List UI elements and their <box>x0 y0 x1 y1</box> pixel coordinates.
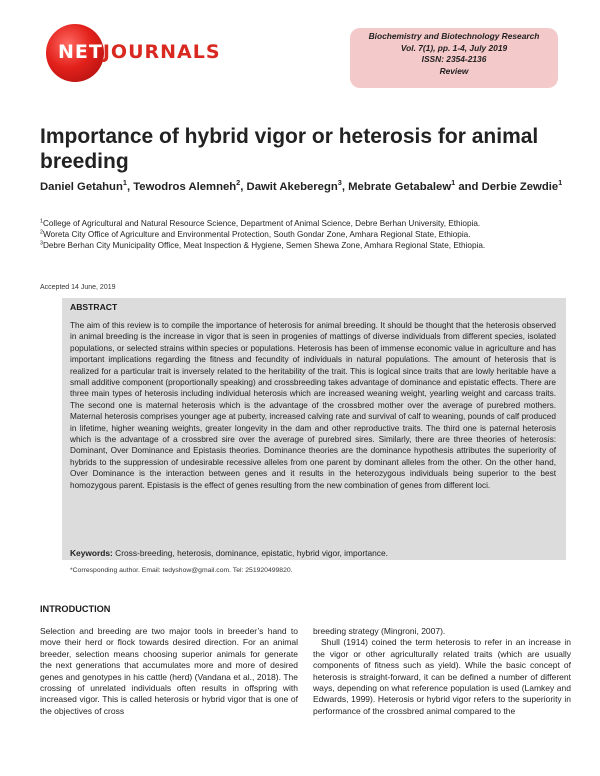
affiliation <box>40 218 572 229</box>
author-name: Daniel Getahun <box>40 181 123 193</box>
paragraph: Shull (1914) coined the term heterosis to refer in an increase in the vigor or other agriculturally related traits (which are usually components of fitness such as yield). While the basic concept of heterosis is straight-forward, it can be defined a number of different ways, depending on what reference population is used (Lamkey and Edwards, 1999). Heterosis or hybrid vigor refers to the superiority in performance of the crossbred animal compared to the <box>313 637 571 716</box>
logo-prefix: NET <box>58 41 103 63</box>
affiliation-text: College of Agricultural and Natural Resource Science, Department of Animal Science, Debre Berhan University, Ethiopia. <box>42 219 481 228</box>
author-affil-mark: 1 <box>558 178 563 188</box>
author-name: Mebrate Getabalew <box>348 181 452 193</box>
author-name: Derbie Zewdie <box>481 181 559 193</box>
introduction-heading: INTRODUCTION <box>40 604 111 614</box>
accepted-date: Accepted 14 June, 2019 <box>40 284 116 291</box>
journal-volume: Vol. 7(1), pp. 1-4, July 2019 <box>400 42 508 53</box>
corresponding-author: *Corresponding author. Email: tedyshow@gmail.com. Tel: 251920499820. <box>70 567 293 574</box>
introduction-left-column <box>40 626 298 717</box>
keywords <box>70 548 560 558</box>
introduction-right-column <box>313 626 571 717</box>
affiliation-mark: 2 <box>40 229 43 236</box>
abstract-heading: ABSTRACT <box>70 302 118 312</box>
journal-info-box <box>350 28 558 88</box>
logo-text <box>58 41 221 63</box>
article-type: Review <box>439 65 469 76</box>
keywords-label: Keywords: <box>70 548 113 558</box>
article-title: Importance of hybrid vigor or heterosis for animal breeding <box>40 125 539 173</box>
affiliation <box>40 229 572 240</box>
journal-logo <box>36 24 221 82</box>
affiliation-mark: 1 <box>40 218 43 225</box>
abstract-text: The aim of this review is to compile the importance of heterosis for animal breeding. It should be thought that the heterosis observed in animal breeding is the increase in vigor that is seen in progenies of mattings of diverse individuals from different species, isolated populations, or selected strains within species or populations. Heterosis has been of immense economic value in agriculture and has important implications regarding the fitness and fecundity of individuals in natural populations. The amount of heterosis that is realized for a particular trait is inversely related to the heritability of the trait. This is logical since traits that are lowly heritable have a small additive component (proportionally speaking) and crossbreeding takes advantage of dominance and epistatic effects. There are three main types of heterosis including individual heterosis which are increased weaning weight, yearling weight and carcass traits. The second one is maternal heterosis which is the advantage of the crossbred mother over the average of purebred mothers. Maternal heterosis comprises younger age at puberty, increased calving rate and survival of calf to weaning, pounds of calf produced in lifetime, higher weaning weights, greater longevity in the dam and other reproductive traits. The third one is paternal heterosis which is the advantage of a crossbred sire over the average of purebred sires. Similarly, there are three theories of heterosis: Dominant, Over Dominance and Epistasis theories. Dominance theories are the dominance hypothesis attributes the superiority of hybrids to the suppression of undesirable recessive alleles from one parent by dominant alleles from the other. On the other hand, Over Dominance is the interaction between genes and it results in the heterozygous individuals being superior to the best homozygous parent. Epistasis is the effect of genes resulting from the new combination of genes from different loci. <box>70 321 556 490</box>
journal-name: Biochemistry and Biotechnology Research <box>368 31 540 41</box>
affiliation-mark: 3 <box>40 240 43 247</box>
author-affil-mark: 1 <box>122 178 127 188</box>
affiliation <box>40 240 572 251</box>
affiliation-text: Woreta City Office of Agriculture and Environmental Protection, South Gondar Zone, Amhara Regional State, Ethiopia. <box>42 230 471 239</box>
author-affil-mark: 3 <box>337 178 342 188</box>
paragraph: breeding strategy (Mingroni, 2007). <box>313 626 446 636</box>
author-name: Dawit Akeberegn <box>246 181 338 193</box>
journal-issn: ISSN: 2354-2136 <box>421 54 487 64</box>
author-name: Tewodros Alemneh <box>133 181 237 193</box>
author-affil-mark: 1 <box>451 178 456 188</box>
keywords-text: Cross-breeding, heterosis, dominance, epistatic, hybrid vigor, importance. <box>115 548 388 558</box>
logo-suffix: JOURNALS <box>102 41 221 63</box>
affiliations <box>40 218 572 251</box>
paragraph: Selection and breeding are two major tools in breeder’s hand to move their herd or flock towards desired direction. For an animal breeder, selection means choosing superior animals for generate the next generations that accumulates more and more of desired genes and genotypes in his cattle (herd) (Vandana et al., 2018). The crossing of unrelated individuals often results in offspring with increased vigor. This is called heterosis or hybrid vigor that is one of the objectives of cross <box>40 626 298 716</box>
author-affil-mark: 2 <box>236 178 241 188</box>
affiliation-text: Debre Berhan City Municipality Office, Meat Inspection & Hygiene, Semen Shewa Zone, Amhara Regional State, Ethiopia. <box>42 241 486 250</box>
author-list: Daniel Getahun$^1$, Tewodros Alemneh$^2$, Dawit Akeberegn$^3$, Mebrate Getabalew$^1$ and Derbie Zewdie$^1$ <box>40 178 563 193</box>
